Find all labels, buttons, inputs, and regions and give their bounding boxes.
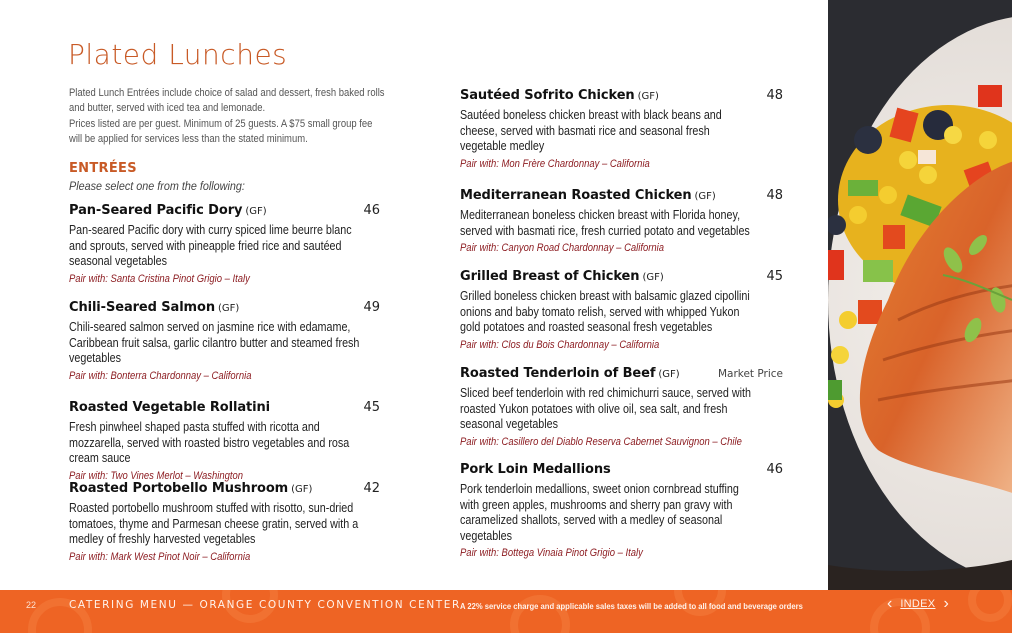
menu-item: [69, 398, 380, 482]
item-price: 45: [363, 400, 380, 415]
item-name: Grilled Breast of Chicken: [460, 269, 640, 284]
wine-pairing: Pair with: Mon Frère Chardonnay – California: [460, 157, 650, 170]
swirl-pattern-icon: [0, 590, 1012, 633]
previous-page-icon[interactable]: ‹: [887, 595, 893, 612]
item-price: 48: [766, 88, 783, 103]
salmon-plate-icon: [828, 0, 1012, 590]
wine-pairing: Pair with: Bottega Vinaia Pinot Grigio – Italy: [460, 547, 643, 559]
menu-item: [69, 201, 380, 285]
menu-item: [460, 364, 783, 448]
food-photo: [828, 0, 1012, 590]
item-name: Chili-Seared Salmon: [69, 300, 215, 315]
menu-item: [69, 479, 380, 563]
footer-title: CATERING MENU — ORANGE COUNTY CONVENTION CENTER: [69, 599, 461, 611]
item-description: Roasted portobello mushroom stuffed with risotto, sun-dried tomatoes, thyme and Parmesan cheese gratin, served with a medley of freshly harvested vegetables: [69, 501, 359, 546]
section-subtitle: Please select one from the following:: [69, 179, 245, 193]
wine-pairing: Pair with: Canyon Road Chardonnay – California: [460, 242, 665, 254]
item-description: Mediterranean boneless chicken breast with Florida honey, served with basmati rice, fresh curried potato and vegetables: [460, 208, 750, 238]
item-name: Roasted Tenderloin of Beef: [460, 366, 656, 381]
next-page-icon[interactable]: ›: [943, 595, 949, 612]
gluten-free-badge: (GF): [694, 191, 716, 202]
gluten-free-badge: (GF): [245, 206, 267, 217]
item-description: Pork tenderloin medallions, sweet onion cornbread stuffing with green apples, mushrooms and sherry pan gravy with caramelized shallots, served with a medley of seasonal vegetables: [460, 482, 739, 543]
item-name: Pork Loin Medallions: [460, 462, 611, 477]
item-price: 48: [766, 188, 783, 203]
menu-item: [460, 267, 783, 351]
gluten-free-badge: (GF): [658, 369, 680, 380]
gluten-free-badge: (GF): [637, 91, 659, 102]
item-description: Pan-seared Pacific dory with curry spiced lime beurre blanc and sprouts, served with pineapple fried rice and sautéed seasonal vegetables: [69, 223, 352, 268]
item-description: Fresh pinwheel shaped pasta stuffed with ricotta and mozzarella, served with roasted bistro vegetables and rosa cream sauce: [69, 420, 350, 465]
item-price: 46: [766, 462, 783, 477]
service-charge-note: A 22% service charge and applicable sales taxes will be added to all food and beverage orders: [460, 601, 803, 611]
menu-item: [460, 186, 783, 254]
gluten-free-badge: (GF): [291, 484, 313, 495]
entrees-header: [69, 161, 264, 193]
wine-pairing: Pair with: Clos du Bois Chardonnay – California: [460, 338, 660, 351]
intro-paragraph: Plated Lunch Entrées include choice of salad and dessert, fresh baked rolls and butter, served with iced tea and lemonade.: [69, 87, 385, 114]
wine-pairing: Pair with: Casillero del Diablo Reserva Cabernet Sauvignon – Chile: [460, 435, 742, 448]
section-title: ENTRÉES: [69, 161, 137, 176]
item-name: Roasted Vegetable Rollatini: [69, 400, 271, 415]
item-name: Roasted Portobello Mushroom: [69, 481, 289, 496]
item-price: 42: [363, 481, 380, 496]
page-navigation: [887, 596, 949, 612]
wine-pairing: Pair with: Mark West Pinot Noir – California: [69, 550, 251, 563]
gluten-free-badge: (GF): [218, 303, 240, 314]
item-name: Sautéed Sofrito Chicken: [460, 88, 635, 103]
wine-pairing: Pair with: Two Vines Merlot – Washington: [69, 469, 244, 482]
item-price: 45: [766, 269, 783, 284]
menu-item: [69, 298, 380, 382]
item-name: Pan-Seared Pacific Dory: [69, 203, 243, 218]
footer-bar: [0, 590, 1012, 633]
item-description: Sautéed boneless chicken breast with black beans and cheese, served with basmati rice and seasonal fresh vegetable medley: [460, 108, 722, 153]
item-description: Chili-seared salmon served on jasmine rice with edamame, Caribbean fruit salsa, garlic cilantro butter and steamed fresh vegetables: [69, 320, 360, 365]
page-title: Plated Lunches: [68, 38, 288, 71]
item-description: Sliced beef tenderloin with red chimichurri sauce, served with roasted Yukon potatoes with olive oil, sea salt, and fresh seasonal vegetables: [460, 386, 751, 431]
page-number: 22: [26, 600, 37, 610]
wine-pairing: Pair with: Santa Cristina Pinot Grigio – Italy: [69, 272, 250, 285]
intro-paragraph: Prices listed are per guest. Minimum of 25 guests. A $75 small group fee will be applied for services less than the stated minimum.: [69, 118, 373, 145]
item-price: Market Price: [717, 368, 783, 380]
index-link[interactable]: INDEX: [900, 598, 936, 610]
intro-text: [69, 86, 389, 148]
item-price: 49: [363, 300, 380, 315]
item-price: 46: [363, 203, 380, 218]
menu-item: [460, 460, 783, 559]
item-description: Grilled boneless chicken breast with balsamic glazed cipollini onions and baby tomato relish, served with whipped Yukon gold potatoes and roasted seasonal fresh vegetables: [460, 289, 750, 334]
wine-pairing: Pair with: Bonterra Chardonnay – California: [69, 369, 252, 382]
gluten-free-badge: (GF): [642, 272, 664, 283]
menu-item: [460, 86, 783, 170]
item-name: Mediterranean Roasted Chicken: [460, 188, 692, 203]
